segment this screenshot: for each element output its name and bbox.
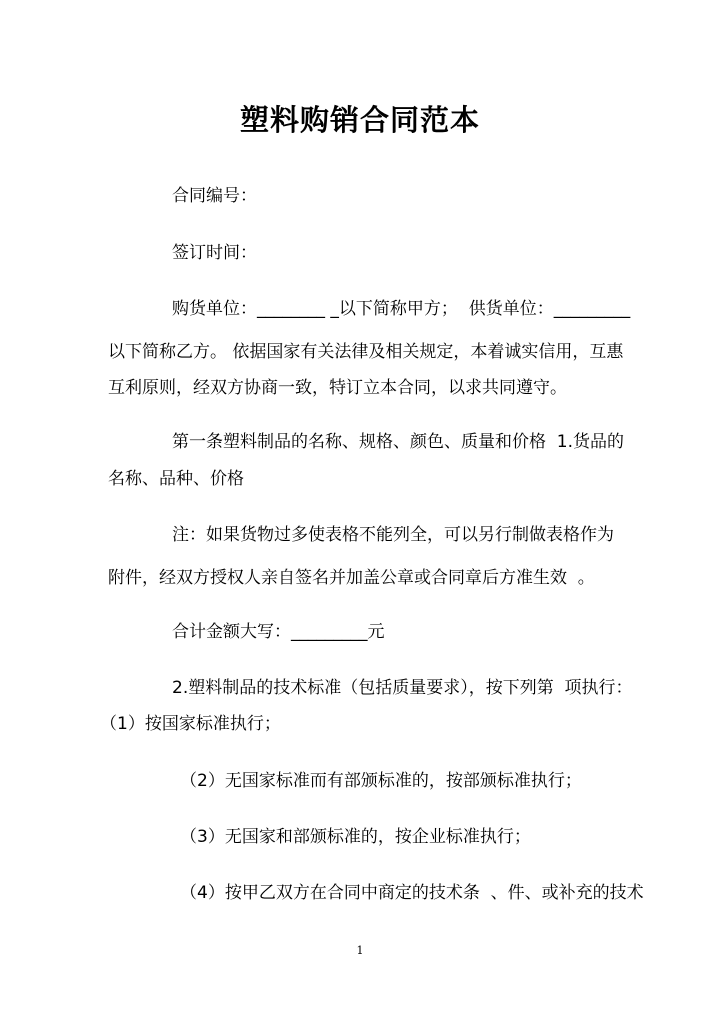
signing-date-line: 签订时间： (172, 243, 257, 263)
paragraph-line: 名称、品种、价格 (108, 469, 244, 489)
standard-option-3: （3）无国家和部颁标准的，按企业标准执行； (180, 827, 531, 847)
note-line: 注：如果货物过多使表格不能列全，可以另行制做表格作为 (172, 525, 614, 545)
document-title: 塑料购销合同范本 (239, 103, 480, 137)
total-amount-line: 合计金额大写：_________元 (172, 622, 385, 642)
page-number: 1 (356, 944, 364, 957)
contract-number-line: 合同编号： (172, 186, 257, 206)
standard-option-2: （2）无国家标准而有部颁标准的，按部颁标准执行； (180, 771, 582, 791)
standard-option-1: （1）按国家标准执行； (100, 714, 281, 734)
paragraph-line: 互利原则，经双方协商一致，特订立本合同，以求共同遵守。 (108, 378, 567, 398)
paragraph-line: 附件，经双方授权人亲自签名并加盖公章或合同章后方准生效 。 (108, 568, 595, 588)
article-one-heading: 第一条塑料制品的名称、规格、颜色、质量和价格 1.货品的 (172, 432, 625, 452)
parties-line: 购货单位：________ _以下简称甲方； 供货单位：_________ (172, 299, 631, 319)
standard-option-4: （4）按甲乙双方在合同中商定的技术条 、件、或补充的技术 (180, 883, 644, 903)
paragraph-line: 以下简称乙方。 依据国家有关法律及相关规定，本着诚实信用，互惠 (108, 342, 624, 362)
technical-standard-line: 2.塑料制品的技术标准（包括质量要求），按下列第 项执行： (172, 678, 633, 698)
